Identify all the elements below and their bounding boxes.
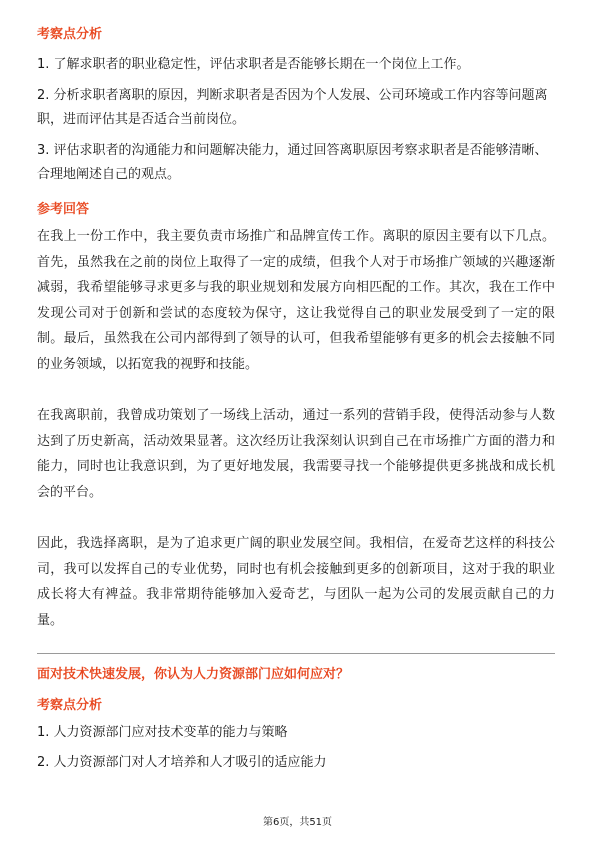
analysis-heading-2: 考察点分析 bbox=[37, 698, 103, 713]
analysis-list-2 bbox=[37, 721, 555, 775]
answer-paragraph-3: 因此，我选择离职，是为了追求更广阔的职业发展空间。我相信，在爱奇艺这样的科技公司，我可以发挥自己的专业优势，同时也有机会接触到更多的创新项目，这对于我的职业成长将大有裨益。我非常期待能够加入爱奇艺，与团队一起为公司的发展贡献自己的力量。 bbox=[37, 536, 555, 628]
section-divider bbox=[37, 653, 555, 654]
page-number: 第6页，共51页 bbox=[262, 817, 333, 828]
analysis-item-2: 2. 分析求职者离职的原因，判断求职者是否因为个人发展、公司环境或工作内容等问题离职，进而评估其是否适合当前岗位。 bbox=[37, 88, 548, 127]
analysis-list bbox=[37, 53, 555, 187]
analysis-heading: 考察点分析 bbox=[37, 27, 103, 42]
answer-body bbox=[37, 224, 555, 633]
answer-paragraph-1: 在我上一份工作中，我主要负责市场推广和品牌宣传工作。离职的原因主要有以下几点。首先，虽然我在之前的岗位上取得了一定的成绩，但我个人对于市场推广领域的兴趣逐渐减弱，我希望能够寻求更多与我的职业规划和发展方向相匹配的工作。其次，我在工作中发现公司对于创新和尝试的态度较为保守，这让我觉得自己的职业发展受到了一定的限制。最后，虽然我在公司内部得到了领导的认可，但我希望能够有更多的机会去接触不同的业务领域，以拓宽我的视野和技能。 bbox=[37, 229, 555, 372]
answer-paragraph-2: 在我离职前，我曾成功策划了一场线上活动，通过一系列的营销手段，使得活动参与人数达到了历史新高，活动效果显著。这次经历让我深刻认识到自己在市场推广方面的潜力和能力，同时也让我意识到，为了更好地发展，我需要寻找一个能够提供更多挑战和成长机会的平台。 bbox=[37, 408, 555, 500]
analysis-item-2-1: 1. 人力资源部门应对技术变革的能力与策略 bbox=[37, 725, 288, 740]
question-title: 面对技术快速发展，你认为人力资源部门应如何应对？ bbox=[37, 667, 350, 682]
analysis-item-2-2: 2. 人力资源部门对人才培养和人才吸引的适应能力 bbox=[37, 755, 327, 770]
analysis-item-3: 3. 评估求职者的沟通能力和问题解决能力，通过回答离职原因考察求职者是否能够清晰、合理地阐述自己的观点。 bbox=[37, 143, 548, 182]
analysis-item-1: 1. 了解求职者的职业稳定性，评估求职者是否能够长期在一个岗位上工作。 bbox=[37, 57, 470, 72]
answer-heading: 参考回答 bbox=[37, 202, 90, 217]
